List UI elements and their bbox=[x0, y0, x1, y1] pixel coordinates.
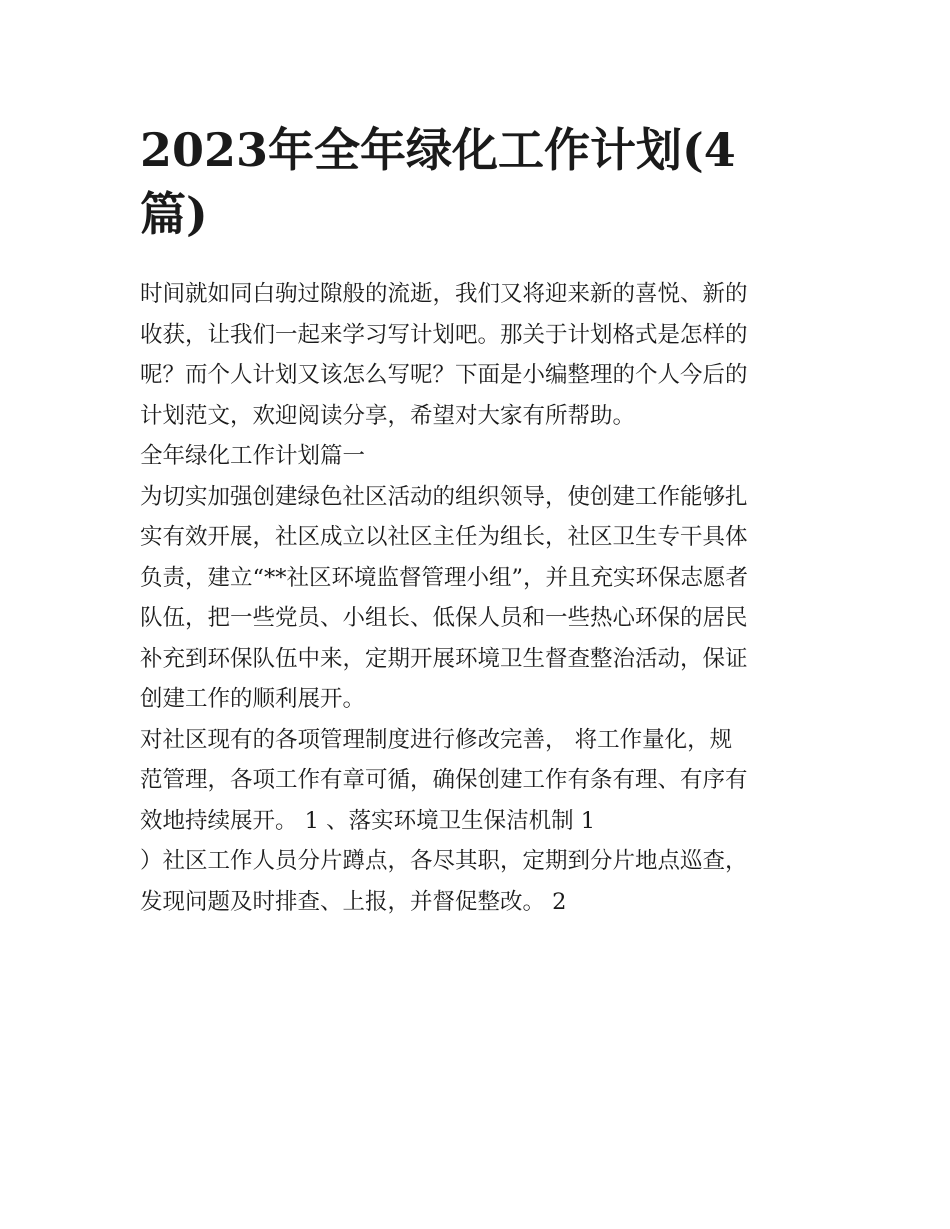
document-page bbox=[140, 0, 815, 922]
text-line: 发现问题及时排查、上报，并督促整改。 2 bbox=[140, 888, 567, 915]
text-line: 负责，建立“**社区环境监督管理小组”，并且充实环保志愿者 bbox=[140, 564, 749, 591]
text-line: 对社区现有的各项管理制度进行修改完善， 将工作量化，规 bbox=[140, 726, 733, 753]
title-line: 篇) bbox=[140, 187, 208, 241]
text-line: ）社区工作人员分片蹲点，各尽其职，定期到分片地点巡查， bbox=[140, 848, 748, 874]
text-line: 实有效开展，社区成立以社区主任为组长，社区卫生专干具体 bbox=[140, 524, 748, 550]
title-line: 2023年全年绿化工作计划(4 bbox=[140, 123, 736, 177]
text-line: 全年绿化工作计划篇一 bbox=[140, 443, 366, 469]
text-line: 时间就如同白驹过隙般的流逝，我们又将迎来新的喜悦、新的 bbox=[140, 281, 748, 307]
text-line: 创建工作的顺利展开。 bbox=[140, 686, 366, 712]
text-line: 为切实加强创建绿色社区活动的组织领导，使创建工作能够扎 bbox=[140, 483, 748, 510]
text-line: 队伍，把一些党员、小组长、低保人员和一些热心环保的居民 bbox=[140, 605, 748, 631]
document-body bbox=[140, 274, 815, 922]
document-title bbox=[140, 0, 815, 246]
text-line: 补充到环保队伍中来，定期开展环境卫生督查整治活动，保证 bbox=[140, 645, 748, 672]
text-line: 效地持续展开。 1 、落实环境卫生保洁机制 1 bbox=[140, 807, 596, 834]
section-heading bbox=[140, 436, 815, 477]
body-paragraph bbox=[140, 720, 815, 923]
intro-paragraph bbox=[140, 274, 815, 436]
text-line: 收获，让我们一起来学习写计划吧。那关于计划格式是怎样的 bbox=[140, 321, 748, 348]
text-line: 呢？而个人计划又该怎么写呢？下面是小编整理的个人今后的 bbox=[140, 362, 748, 388]
body-paragraph bbox=[140, 477, 815, 720]
text-line: 范管理，各项工作有章可循，确保创建工作有条有理、有序有 bbox=[140, 767, 748, 793]
text-line: 计划范文，欢迎阅读分享，希望对大家有所帮助。 bbox=[140, 402, 636, 429]
